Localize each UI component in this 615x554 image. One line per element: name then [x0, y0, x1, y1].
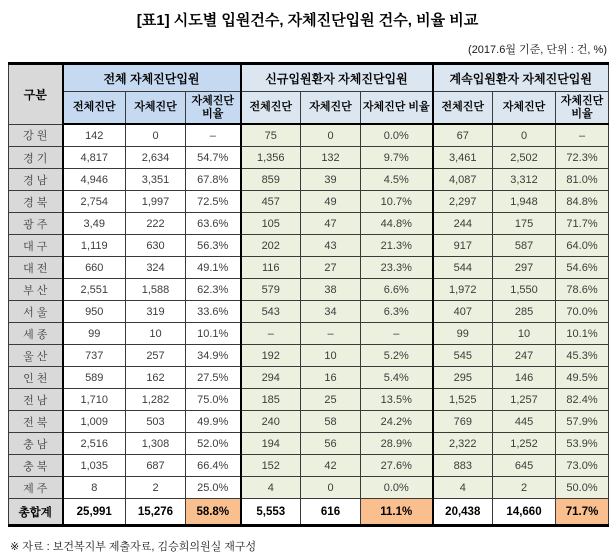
- table-cell: 81.0%: [556, 169, 609, 191]
- table-cell: 4: [241, 477, 301, 499]
- table-cell: 54.6%: [556, 257, 609, 279]
- table-row: [9, 345, 609, 367]
- table-cell: 244: [433, 213, 493, 235]
- region-label: 총합계: [9, 499, 63, 526]
- table-cell: 84.8%: [556, 191, 609, 213]
- table-cell: 2: [493, 477, 556, 499]
- table-cell: 10.1%: [556, 323, 609, 345]
- table-cell: 67.8%: [186, 169, 241, 191]
- table-cell: 1,308: [126, 433, 186, 455]
- table-cell: –: [361, 323, 433, 345]
- subheader: 전체진단: [241, 92, 301, 125]
- table-cell: 1,710: [63, 389, 126, 411]
- table-cell: 285: [493, 301, 556, 323]
- table-cell: 34: [301, 301, 361, 323]
- table-cell: 1,035: [63, 455, 126, 477]
- table-cell: –: [186, 124, 241, 147]
- table-cell: 49.9%: [186, 411, 241, 433]
- table-cell: 2,502: [493, 147, 556, 169]
- table-cell: 445: [493, 411, 556, 433]
- table-cell: 0.0%: [361, 124, 433, 147]
- table-cell: 1,972: [433, 279, 493, 301]
- table-cell: 53.9%: [556, 433, 609, 455]
- region-label: 경 기: [9, 147, 63, 169]
- region-label: 광 주: [9, 213, 63, 235]
- region-label: 강 원: [9, 124, 63, 147]
- table-cell: 62.3%: [186, 279, 241, 301]
- table-cell: 1,257: [493, 389, 556, 411]
- table-row-total: [9, 499, 609, 526]
- table-cell: 4,817: [63, 147, 126, 169]
- table-cell: 660: [63, 257, 126, 279]
- table-cell: 72.5%: [186, 191, 241, 213]
- table-cell: 25,991: [63, 499, 126, 526]
- table-cell: 3,312: [493, 169, 556, 191]
- table-cell: 4.5%: [361, 169, 433, 191]
- table-cell: 52.0%: [186, 433, 241, 455]
- table-cell: 579: [241, 279, 301, 301]
- table-cell: 194: [241, 433, 301, 455]
- table-cell: 34.9%: [186, 345, 241, 367]
- table-caption-note: (2017.6월 기준, 단위 : 건, %): [468, 44, 607, 56]
- subheader: 자체진단: [126, 92, 186, 125]
- region-label: 대 전: [9, 257, 63, 279]
- region-label: 울 산: [9, 345, 63, 367]
- table-cell: 3,49: [63, 213, 126, 235]
- header-sub-row: [9, 92, 609, 125]
- table-cell: 883: [433, 455, 493, 477]
- table-cell: 20,438: [433, 499, 493, 526]
- table-cell: 324: [126, 257, 186, 279]
- table-cell: 10: [493, 323, 556, 345]
- region-label: 경 북: [9, 191, 63, 213]
- table-cell: 687: [126, 455, 186, 477]
- table-cell: 15,276: [126, 499, 186, 526]
- table-cell: 1,356: [241, 147, 301, 169]
- page-title: [표1] 시도별 입원건수, 자체진단입원 건수, 비율 비교: [136, 12, 479, 29]
- table-cell: 21.3%: [361, 235, 433, 257]
- table-cell: 589: [63, 367, 126, 389]
- table-cell: 63.6%: [186, 213, 241, 235]
- region-label: 충 남: [9, 433, 63, 455]
- table-row: [9, 389, 609, 411]
- table-cell: 859: [241, 169, 301, 191]
- table-row: [9, 301, 609, 323]
- table-cell: 8: [63, 477, 126, 499]
- table-cell: 116: [241, 257, 301, 279]
- data-table: [8, 62, 609, 527]
- table-cell: 257: [126, 345, 186, 367]
- table-cell: 27.5%: [186, 367, 241, 389]
- table-cell: 44.8%: [361, 213, 433, 235]
- table-cell: 64.0%: [556, 235, 609, 257]
- table-cell: 247: [493, 345, 556, 367]
- table-cell: 0: [301, 124, 361, 147]
- table-row: [9, 147, 609, 169]
- table-cell: 5,553: [241, 499, 301, 526]
- table-cell: 6.3%: [361, 301, 433, 323]
- table-cell: 3,461: [433, 147, 493, 169]
- table-row: [9, 235, 609, 257]
- table-cell: 2,634: [126, 147, 186, 169]
- subheader: 전체진단: [433, 92, 493, 125]
- source-footnote: ※ 자료 : 보건복지부 제출자료, 김승희의원실 재구성: [10, 541, 257, 553]
- table-cell: 319: [126, 301, 186, 323]
- table-cell: 1,948: [493, 191, 556, 213]
- region-label: 대 구: [9, 235, 63, 257]
- table-cell: 2,551: [63, 279, 126, 301]
- table-cell: 45.3%: [556, 345, 609, 367]
- table-cell: 4,946: [63, 169, 126, 191]
- table-cell: 9.7%: [361, 147, 433, 169]
- region-label: 세 종: [9, 323, 63, 345]
- region-label: 경 남: [9, 169, 63, 191]
- table-cell: 57.9%: [556, 411, 609, 433]
- table-cell: 5.2%: [361, 345, 433, 367]
- subheader: 자체진단: [493, 92, 556, 125]
- table-cell: 407: [433, 301, 493, 323]
- table-cell: 645: [493, 455, 556, 477]
- table-cell: 33.6%: [186, 301, 241, 323]
- table-cell: 295: [433, 367, 493, 389]
- table-cell: 13.5%: [361, 389, 433, 411]
- table-cell: 917: [433, 235, 493, 257]
- region-label: 전 남: [9, 389, 63, 411]
- table-cell: 132: [301, 147, 361, 169]
- table-cell: 43: [301, 235, 361, 257]
- table-cell: 38: [301, 279, 361, 301]
- table-cell: 66.4%: [186, 455, 241, 477]
- table-cell: 192: [241, 345, 301, 367]
- corner-header: 구분: [9, 64, 63, 125]
- table-row: [9, 433, 609, 455]
- table-cell: 73.0%: [556, 455, 609, 477]
- table-cell: 222: [126, 213, 186, 235]
- group-header-total: 전체 자체진단입원: [63, 64, 241, 92]
- table-cell: 10.7%: [361, 191, 433, 213]
- table-cell: 27.6%: [361, 455, 433, 477]
- table-cell: 28.9%: [361, 433, 433, 455]
- table-cell: 0: [301, 477, 361, 499]
- table-cell: 587: [493, 235, 556, 257]
- table-cell: 24.2%: [361, 411, 433, 433]
- table-cell: 58: [301, 411, 361, 433]
- table-cell: 545: [433, 345, 493, 367]
- header-group-row: [9, 64, 609, 92]
- table-cell: 67: [433, 124, 493, 147]
- table-cell: 75.0%: [186, 389, 241, 411]
- table-body: [9, 124, 609, 526]
- table-row: [9, 257, 609, 279]
- table-cell: 1,252: [493, 433, 556, 455]
- table-cell: –: [556, 124, 609, 147]
- table-cell: 82.4%: [556, 389, 609, 411]
- table-row: [9, 411, 609, 433]
- table-cell: 1,119: [63, 235, 126, 257]
- subheader: 자체진단 비율: [186, 92, 241, 125]
- subheader: 자체진단: [301, 92, 361, 125]
- region-label: 부 산: [9, 279, 63, 301]
- table-cell: –: [241, 323, 301, 345]
- table-cell: 543: [241, 301, 301, 323]
- table-cell: 0: [493, 124, 556, 147]
- table-cell: 2,297: [433, 191, 493, 213]
- table-cell: 27: [301, 257, 361, 279]
- table-cell: 202: [241, 235, 301, 257]
- table-cell: 49.5%: [556, 367, 609, 389]
- region-label: 전 북: [9, 411, 63, 433]
- table-cell: 0: [126, 124, 186, 147]
- subheader: 전체진단: [63, 92, 126, 125]
- region-label: 충 북: [9, 455, 63, 477]
- table-cell: 0.0%: [361, 477, 433, 499]
- table-cell: 616: [301, 499, 361, 526]
- table-cell: 56: [301, 433, 361, 455]
- table-cell: 10.1%: [186, 323, 241, 345]
- table-cell: 142: [63, 124, 126, 147]
- table-cell: 78.6%: [556, 279, 609, 301]
- table-cell: 49: [301, 191, 361, 213]
- table-cell: 56.3%: [186, 235, 241, 257]
- table-cell: 11.1%: [361, 499, 433, 526]
- table-cell: 49.1%: [186, 257, 241, 279]
- table-cell: 10: [126, 323, 186, 345]
- table-cell: 1,588: [126, 279, 186, 301]
- table-cell: 99: [63, 323, 126, 345]
- table-cell: 1,997: [126, 191, 186, 213]
- table-cell: 105: [241, 213, 301, 235]
- table-cell: 39: [301, 169, 361, 191]
- table-cell: 146: [493, 367, 556, 389]
- group-header-new-patients: 신규입원환자 자체진단입원: [241, 64, 433, 92]
- table-cell: 58.8%: [186, 499, 241, 526]
- table-row: [9, 169, 609, 191]
- table-cell: –: [301, 323, 361, 345]
- table-cell: 240: [241, 411, 301, 433]
- table-cell: 42: [301, 455, 361, 477]
- table-cell: 162: [126, 367, 186, 389]
- table-cell: 71.7%: [556, 499, 609, 526]
- subheader: 자체진단 비율: [361, 92, 433, 125]
- table-row: [9, 367, 609, 389]
- table-header: [9, 64, 609, 125]
- table-cell: 50.0%: [556, 477, 609, 499]
- table-row: [9, 191, 609, 213]
- table-cell: 503: [126, 411, 186, 433]
- table-cell: 950: [63, 301, 126, 323]
- table-cell: 630: [126, 235, 186, 257]
- table-cell: 6.6%: [361, 279, 433, 301]
- subheader: 자체진단 비율: [556, 92, 609, 125]
- table-cell: 16: [301, 367, 361, 389]
- group-header-continuing-patients: 계속입원환자 자체진단입원: [433, 64, 609, 92]
- table-cell: 23.3%: [361, 257, 433, 279]
- table-cell: 2,516: [63, 433, 126, 455]
- table-cell: 99: [433, 323, 493, 345]
- table-cell: 25: [301, 389, 361, 411]
- table-cell: 75: [241, 124, 301, 147]
- table-row: [9, 213, 609, 235]
- table-cell: 2: [126, 477, 186, 499]
- table-cell: 544: [433, 257, 493, 279]
- table-cell: 54.7%: [186, 147, 241, 169]
- region-label: 인 천: [9, 367, 63, 389]
- table-cell: 14,660: [493, 499, 556, 526]
- table-cell: 185: [241, 389, 301, 411]
- table-cell: 3,351: [126, 169, 186, 191]
- table-cell: 72.3%: [556, 147, 609, 169]
- table-cell: 10: [301, 345, 361, 367]
- table-row: [9, 279, 609, 301]
- table-cell: 2,754: [63, 191, 126, 213]
- region-label: 제 주: [9, 477, 63, 499]
- table-cell: 47: [301, 213, 361, 235]
- table-cell: 175: [493, 213, 556, 235]
- table-cell: 297: [493, 257, 556, 279]
- table-cell: 2,322: [433, 433, 493, 455]
- table-cell: 70.0%: [556, 301, 609, 323]
- table-cell: 769: [433, 411, 493, 433]
- table-cell: 71.7%: [556, 213, 609, 235]
- table-cell: 4,087: [433, 169, 493, 191]
- table-cell: 152: [241, 455, 301, 477]
- region-label: 서 울: [9, 301, 63, 323]
- table-row: [9, 124, 609, 147]
- table-cell: 737: [63, 345, 126, 367]
- table-cell: 1,525: [433, 389, 493, 411]
- table-cell: 25.0%: [186, 477, 241, 499]
- table-cell: 1,282: [126, 389, 186, 411]
- table-cell: 1,550: [493, 279, 556, 301]
- table-cell: 294: [241, 367, 301, 389]
- table-row: [9, 477, 609, 499]
- table-cell: 5.4%: [361, 367, 433, 389]
- table-cell: 457: [241, 191, 301, 213]
- table-row: [9, 455, 609, 477]
- table-cell: 4: [433, 477, 493, 499]
- table-cell: 1,009: [63, 411, 126, 433]
- table-row: [9, 323, 609, 345]
